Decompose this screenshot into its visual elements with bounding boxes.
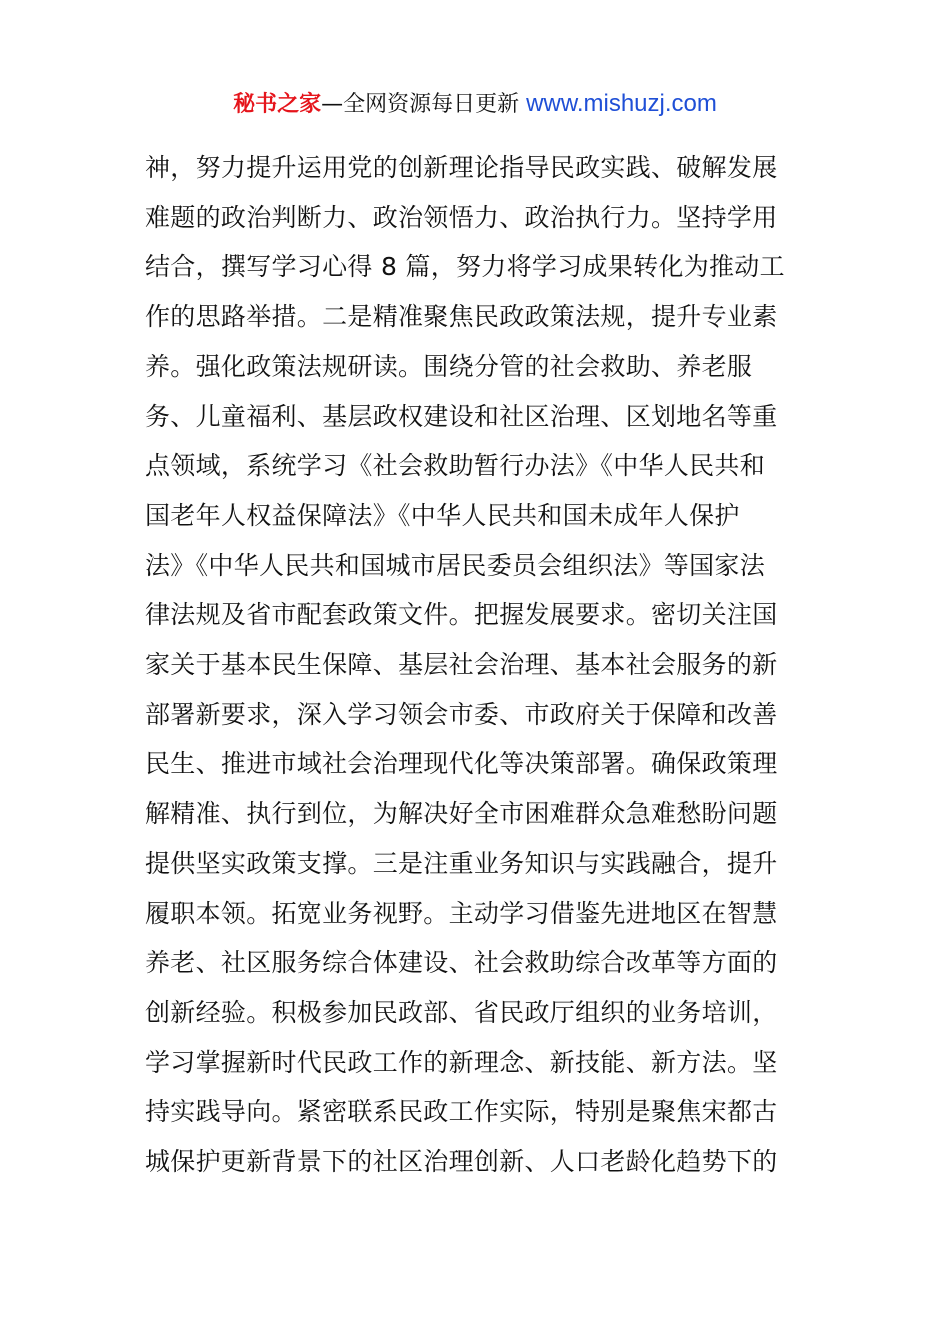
text-line: 结合，撰写学习心得 8 篇，努力将学习成果转化为推动工 (145, 252, 785, 282)
text-line: 点领域，系统学习《社会救助暂行办法》《中华人民共和 (145, 451, 766, 481)
text-line: 民生、推进市域社会治理现代化等决策部署。确保政策理 (145, 749, 778, 779)
text-line: 家关于基本民生保障、基层社会治理、基本社会服务的新 (145, 650, 778, 680)
text-line: 作的思路举措。二是精准聚焦民政政策法规，提升专业素 (145, 302, 778, 332)
text-line: 国老年人权益保障法》《中华人民共和国未成年人保护 (145, 500, 740, 530)
site-url-link[interactable]: www.mishuzj.com (526, 90, 717, 117)
text-line: 解精准、执行到位，为解决好全市困难群众急难愁盼问题 (145, 799, 778, 829)
text-line: 务、儿童福利、基层政权建设和社区治理、区划地名等重 (145, 401, 778, 431)
text-line: 难题的政治判断力、政治领悟力、政治执行力。坚持学用 (145, 202, 778, 232)
text-line: 法》《中华人民共和国城市居民委员会组织法》等国家法 (145, 550, 766, 580)
text-line: 部署新要求，深入学习领会市委、市政府关于保障和改善 (145, 699, 778, 729)
text-line: 养老、社区服务综合体建设、社会救助综合改革等方面的 (145, 948, 778, 978)
site-tagline: —全网资源每日更新 (321, 92, 527, 117)
text-line: 创新经验。积极参加民政部、省民政厅组织的业务培训， (145, 997, 778, 1027)
text-line: 养。强化政策法规研读。围绕分管的社会救助、养老服 (145, 351, 753, 381)
site-brand: 秘书之家 (233, 92, 322, 117)
text-line: 履职本领。拓宽业务视野。主动学习借鉴先进地区在智慧 (145, 898, 778, 928)
document-body (145, 143, 815, 1187)
text-line: 提供坚实政策支撑。三是注重业务知识与实践融合，提升 (145, 848, 778, 878)
text-line: 持实践导向。紧密联系民政工作实际，特别是聚焦宋都古 (145, 1097, 778, 1127)
page-header (0, 88, 950, 121)
text-line: 神，努力提升运用党的创新理论指导民政实践、破解发展 (145, 153, 778, 182)
text-line: 学习掌握新时代民政工作的新理念、新技能、新方法。坚 (145, 1047, 778, 1077)
text-line: 城保护更新背景下的社区治理创新、人口老龄化趋势下的 (145, 1147, 778, 1177)
text-line: 律法规及省市配套政策文件。把握发展要求。密切关注国 (145, 600, 778, 630)
